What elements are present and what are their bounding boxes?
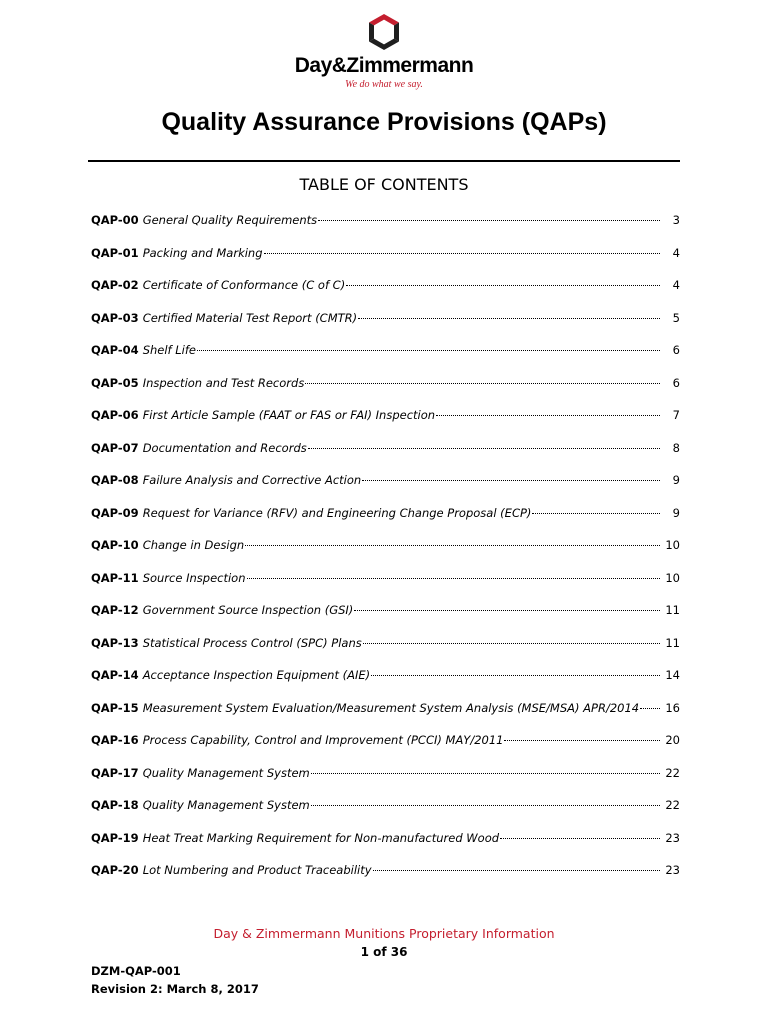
toc-entry[interactable]	[91, 733, 680, 766]
toc-entry-page: 4	[672, 278, 680, 292]
toc-entry-page: 23	[665, 830, 680, 845]
revision-date: Revision 2: March 8, 2017	[91, 982, 259, 996]
toc-entry-code: QAP-04	[91, 343, 139, 357]
toc-entry-page: 5	[672, 310, 680, 325]
toc-entry-title: Government Source Inspection (GSI)	[142, 603, 354, 617]
toc-entry-page: 3	[672, 213, 680, 227]
toc-entry-title: General Quality Requirements	[142, 213, 318, 227]
toc-entry-code: QAP-05	[91, 375, 139, 390]
toc-entry[interactable]	[91, 766, 680, 799]
toc-entry-page: 10	[665, 570, 680, 585]
toc-entry-page: 9	[672, 505, 680, 520]
toc-entry-page: 9	[672, 473, 680, 487]
toc-entry[interactable]	[91, 376, 680, 409]
toc-entry-code: QAP-02	[91, 278, 139, 292]
toc-heading: TABLE OF CONTENTS	[299, 175, 469, 194]
document-title: Quality Assurance Provisions (QAPs)	[161, 108, 607, 136]
toc-entry[interactable]	[91, 571, 680, 604]
toc-entry-leader	[640, 708, 660, 709]
toc-entry-code: QAP-14	[91, 668, 139, 682]
toc-entry[interactable]	[91, 441, 680, 474]
toc-entry[interactable]	[91, 636, 680, 669]
toc-entry-title: Certificate of Conformance (C of C)	[142, 278, 346, 292]
toc-entry[interactable]	[91, 701, 680, 734]
toc-entry-code: QAP-01	[91, 245, 139, 260]
toc-entry-leader	[308, 448, 660, 449]
toc-entry-title: First Article Sample (FAAT or FAS or FAI) Inspection	[142, 408, 436, 422]
toc-entry[interactable]	[91, 538, 680, 571]
toc-entry-title: Shelf Life	[142, 343, 196, 357]
toc-entry-page: 6	[672, 375, 680, 390]
toc-entry[interactable]	[91, 831, 680, 864]
toc-entry-leader	[363, 643, 660, 644]
toc-entry-leader	[245, 545, 660, 546]
brand-tagline: We do what we say.	[345, 79, 423, 90]
toc-entry-code: QAP-09	[91, 505, 139, 520]
toc-entry-page: 16	[665, 700, 680, 715]
toc-entry-leader	[354, 610, 660, 611]
toc-entry-code: QAP-16	[91, 733, 139, 747]
company-logo	[0, 12, 768, 91]
toc-entry-leader	[436, 415, 660, 416]
proprietary-notice: Day & Zimmermann Munitions Proprietary Information	[213, 926, 555, 941]
toc-entry-code: QAP-18	[91, 798, 139, 812]
toc-entry[interactable]	[91, 798, 680, 831]
toc-entry[interactable]	[91, 506, 680, 539]
toc-entry-code: QAP-06	[91, 408, 139, 422]
toc-entry[interactable]	[91, 473, 680, 506]
toc-entry-code: QAP-00	[91, 213, 139, 227]
toc-entry-page: 22	[665, 798, 680, 812]
toc-entry-leader	[504, 740, 660, 741]
toc-entry-leader	[358, 318, 660, 319]
toc-entry[interactable]	[91, 278, 680, 311]
hexagon-logo-icon	[364, 12, 404, 52]
toc-entry-leader	[305, 383, 660, 384]
toc-entry-title: Process Capability, Control and Improvement (PCCI) MAY/2011	[142, 733, 504, 747]
toc-entry-page: 23	[665, 863, 680, 877]
toc-entry-code: QAP-10	[91, 538, 139, 552]
toc-entry-page: 6	[672, 343, 680, 357]
toc-entry-title: Certified Material Test Report (CMTR)	[142, 310, 358, 325]
toc-entry-leader	[373, 870, 660, 871]
toc-entry-page: 4	[672, 245, 680, 260]
toc-entry[interactable]	[91, 668, 680, 701]
toc-entry[interactable]	[91, 213, 680, 246]
toc-entry-code: QAP-20	[91, 863, 139, 877]
toc-entry-code: QAP-11	[91, 570, 139, 585]
toc-entry-title: Lot Numbering and Product Traceability	[142, 863, 372, 877]
toc-entry-leader	[264, 253, 660, 254]
toc-entry-page: 11	[665, 635, 680, 650]
toc-entry-page: 8	[672, 440, 680, 455]
toc-entry-title: Inspection and Test Records	[142, 375, 305, 390]
toc-entry-page: 11	[665, 603, 680, 617]
title-divider	[88, 160, 680, 162]
toc-entry-leader	[500, 838, 660, 839]
toc-entry[interactable]	[91, 343, 680, 376]
toc-entry-page: 20	[665, 733, 680, 747]
toc-entry-code: QAP-15	[91, 700, 139, 715]
toc-entry-leader	[532, 513, 660, 514]
toc-entry[interactable]	[91, 863, 680, 896]
toc-entry-title: Quality Management System	[142, 798, 310, 812]
toc-entry-leader	[197, 350, 660, 351]
toc-entry-title: Failure Analysis and Corrective Action	[142, 473, 362, 487]
toc-entry-leader	[311, 773, 660, 774]
toc-entry-title: Change in Design	[142, 538, 245, 552]
toc-entry-title: Acceptance Inspection Equipment (AIE)	[142, 668, 371, 682]
toc-entry[interactable]	[91, 246, 680, 279]
toc-entry-code: QAP-03	[91, 310, 139, 325]
toc-entry-code: QAP-17	[91, 765, 139, 780]
document-id-block	[91, 962, 259, 998]
toc-entry-page: 7	[672, 408, 680, 422]
toc-entry-code: QAP-19	[91, 830, 139, 845]
toc-entry-code: QAP-07	[91, 440, 139, 455]
toc-entry-leader	[247, 578, 661, 579]
toc-entry-title: Source Inspection	[142, 570, 246, 585]
toc-entry-leader	[318, 220, 660, 221]
toc-entry-title: Heat Treat Marking Requirement for Non-manufactured Wood	[142, 830, 500, 845]
toc-entry-title: Statistical Process Control (SPC) Plans	[142, 635, 362, 650]
toc-entry-page: 22	[665, 765, 680, 780]
toc-entry-leader	[362, 480, 660, 481]
document-id: DZM-QAP-001	[91, 964, 181, 978]
table-of-contents	[91, 213, 680, 896]
toc-entry-page: 14	[665, 668, 680, 682]
toc-entry-title: Request for Variance (RFV) and Engineering Change Proposal (ECP)	[142, 505, 532, 520]
toc-entry[interactable]	[91, 311, 680, 344]
toc-entry-title: Packing and Marking	[142, 245, 263, 260]
toc-entry-leader	[371, 675, 660, 676]
toc-entry-title: Measurement System Evaluation/Measurement System Analysis (MSE/MSA) APR/2014	[142, 700, 640, 715]
brand-name: Day&Zimmermann	[294, 54, 474, 77]
toc-entry-leader	[346, 285, 660, 286]
toc-entry-title: Documentation and Records	[142, 440, 307, 455]
toc-entry-code: QAP-13	[91, 635, 139, 650]
toc-entry-title: Quality Management System	[142, 765, 310, 780]
toc-entry[interactable]	[91, 603, 680, 636]
toc-entry[interactable]	[91, 408, 680, 441]
page-number: 1 of 36	[360, 945, 408, 959]
toc-entry-code: QAP-12	[91, 603, 139, 617]
toc-entry-page: 10	[665, 538, 680, 552]
toc-entry-code: QAP-08	[91, 473, 139, 487]
toc-entry-leader	[311, 805, 660, 806]
